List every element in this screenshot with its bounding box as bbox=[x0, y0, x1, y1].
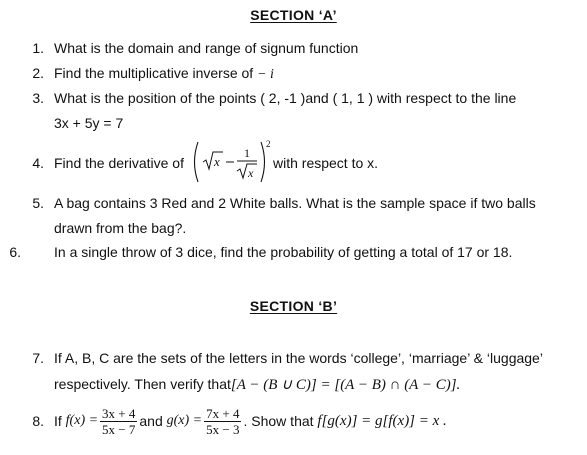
question-7-number: 7. bbox=[32, 350, 44, 366]
question-7-text: respectively. Then verify that bbox=[54, 376, 231, 392]
function-f-label: f(x) = bbox=[65, 413, 99, 428]
sqrt-sign-2 bbox=[237, 164, 257, 178]
question-3-line-1: What is the position of the points ( 2, -1 )and ( 1, 1 ) with respect to the line bbox=[54, 90, 517, 106]
question-5-line-1: A bag contains 3 Red and 2 White balls. What is the sample space if two balls bbox=[54, 195, 536, 211]
question-3-line-2: 3x + 5y = 7 bbox=[54, 115, 124, 131]
question-8-number: 8. bbox=[32, 413, 44, 429]
question-4-number: 4. bbox=[32, 155, 44, 171]
sqrt-x: x bbox=[214, 154, 220, 169]
question-5-line-2: drawn from the bag?. bbox=[54, 220, 187, 236]
question-7-expression: [A − (B ∪ C)] = [(A − B) ∩ (A − C)]. bbox=[230, 377, 461, 393]
left-paren bbox=[195, 142, 199, 182]
fraction-f-numerator: 3x + 4 bbox=[102, 405, 136, 421]
frac-denominator-x: x bbox=[248, 166, 254, 180]
question-1-number: 1. bbox=[32, 40, 44, 56]
fraction-g bbox=[204, 407, 241, 436]
section-b-title: SECTION ‘B’ bbox=[249, 298, 338, 314]
exponent: 2 bbox=[266, 139, 271, 149]
question-7-line-1: If A, B, C are the sets of the letters in the words ‘college’, ‘marriage’ & ‘luggage’ bbox=[54, 350, 543, 366]
question-7-line-2 bbox=[54, 375, 460, 394]
question-8-show: . Show that bbox=[243, 413, 314, 429]
fraction-g-denominator: 5x − 3 bbox=[206, 421, 240, 437]
question-2-expression: − i bbox=[257, 67, 274, 82]
fraction-f-denominator: 5x − 7 bbox=[102, 421, 136, 437]
question-1-text: What is the domain and range of signum function bbox=[54, 40, 359, 56]
question-3-number: 3. bbox=[32, 90, 44, 106]
question-8-and: and bbox=[139, 413, 163, 429]
function-g-label: g(x) = bbox=[166, 413, 203, 428]
question-8-line bbox=[54, 403, 447, 439]
right-paren bbox=[261, 142, 265, 182]
question-5-number: 5. bbox=[32, 195, 44, 211]
section-a-title: SECTION ‘A’ bbox=[250, 7, 337, 23]
question-4-text-after: with respect to x. bbox=[273, 155, 379, 171]
question-4-text-before: Find the derivative of bbox=[54, 155, 184, 171]
sqrt-sign-1 bbox=[203, 152, 223, 169]
fraction-g-numerator: 7x + 4 bbox=[206, 405, 240, 421]
question-2-text: Find the multiplicative inverse of bbox=[54, 65, 254, 81]
question-2-number: 2. bbox=[32, 65, 44, 81]
question-6-text: In a single throw of 3 dice, find the probability of getting a total of 17 or 18. bbox=[54, 244, 513, 260]
question-6-number: 6. bbox=[9, 244, 21, 260]
fraction-f bbox=[100, 407, 137, 436]
question-8-result: f[g(x)] = g[f(x)] = x . bbox=[317, 412, 447, 429]
question-2-line bbox=[54, 65, 274, 83]
question-4-expression bbox=[190, 138, 274, 188]
frac-numerator: 1 bbox=[244, 146, 250, 160]
question-8-if: If bbox=[54, 413, 62, 429]
